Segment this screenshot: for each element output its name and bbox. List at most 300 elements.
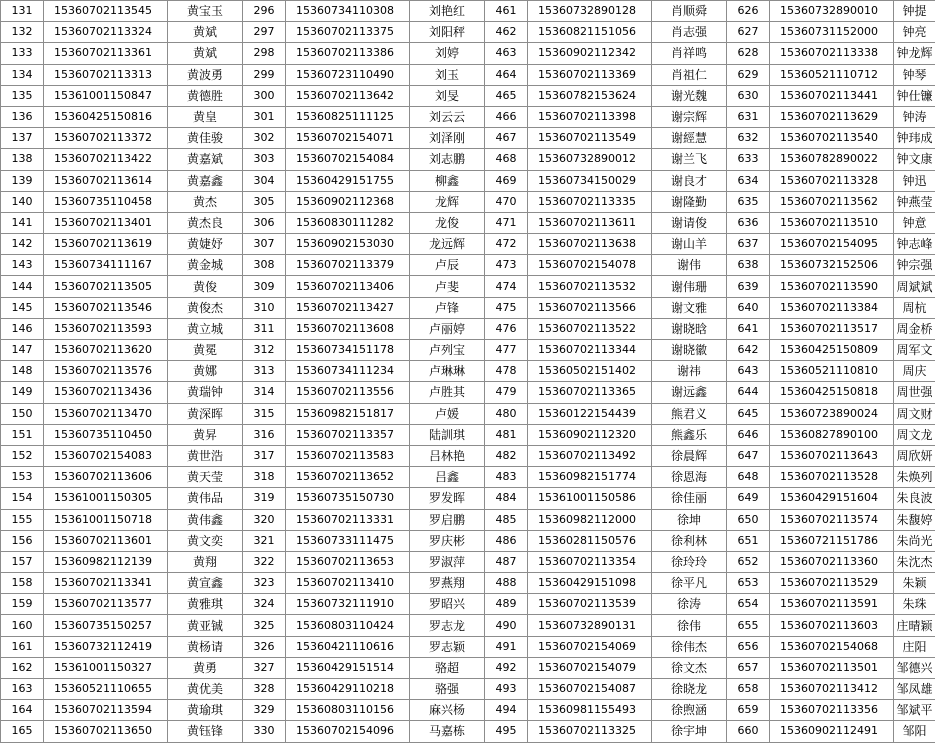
index-cell: 485: [485, 509, 528, 530]
phone-cell: 15360734150029: [528, 170, 652, 191]
phone-cell: 15360702113398: [528, 106, 652, 127]
phone-cell: 15360702113335: [528, 191, 652, 212]
phone-cell: 15360702113470: [44, 403, 168, 424]
name-cell: 谢晓晗: [652, 318, 727, 339]
name-cell: 黄立城: [168, 318, 243, 339]
name-cell: 徐涛: [652, 594, 727, 615]
phone-cell: 15360702113356: [770, 700, 894, 721]
phone-cell: 15360702113591: [770, 594, 894, 615]
index-cell: 316: [243, 424, 286, 445]
name-cell: 徐恩海: [652, 467, 727, 488]
table-row: [1, 340, 935, 361]
name-cell: 邹阳: [894, 721, 935, 742]
name-cell: 谢伟: [652, 255, 727, 276]
index-cell: 326: [243, 636, 286, 657]
phone-cell: 15360702113556: [286, 382, 410, 403]
phone-cell: 15360702113325: [528, 721, 652, 742]
phone-cell: 15360803110156: [286, 700, 410, 721]
index-cell: 490: [485, 615, 528, 636]
index-cell: 146: [1, 318, 44, 339]
index-cell: 488: [485, 573, 528, 594]
phone-cell: 15360702154079: [528, 657, 652, 678]
name-cell: 黄昇: [168, 424, 243, 445]
index-cell: 305: [243, 191, 286, 212]
name-cell: 柳鑫: [410, 170, 485, 191]
name-cell: 黄钰锋: [168, 721, 243, 742]
index-cell: 139: [1, 170, 44, 191]
name-cell: 谢山羊: [652, 234, 727, 255]
name-cell: 黄婕妤: [168, 234, 243, 255]
phone-cell: 15360702113501: [770, 657, 894, 678]
name-cell: 刘阳秤: [410, 22, 485, 43]
index-cell: 304: [243, 170, 286, 191]
name-cell: 徐伟: [652, 615, 727, 636]
index-cell: 300: [243, 85, 286, 106]
index-cell: 153: [1, 467, 44, 488]
table-row: [1, 403, 935, 424]
index-cell: 483: [485, 467, 528, 488]
phone-cell: 15360702113357: [286, 424, 410, 445]
index-cell: 138: [1, 149, 44, 170]
phone-cell: 15360723110490: [286, 64, 410, 85]
name-cell: 刘志鹏: [410, 149, 485, 170]
phone-cell: 15360702113410: [286, 573, 410, 594]
name-cell: 黄瑞钟: [168, 382, 243, 403]
phone-cell: 15360902112491: [770, 721, 894, 742]
name-cell: 朱颖: [894, 573, 935, 594]
phone-cell: 15360732890012: [528, 149, 652, 170]
table-row: [1, 276, 935, 297]
index-cell: 142: [1, 234, 44, 255]
name-cell: 钟文康: [894, 149, 935, 170]
index-cell: 159: [1, 594, 44, 615]
phone-cell: 15360702113436: [44, 382, 168, 403]
phone-cell: 15360702113441: [770, 85, 894, 106]
name-cell: 谢經慧: [652, 128, 727, 149]
name-cell: 谢伟珊: [652, 276, 727, 297]
table-row: [1, 85, 935, 106]
index-cell: 630: [727, 85, 770, 106]
name-cell: 朱沈杰: [894, 551, 935, 572]
name-cell: 周世强: [894, 382, 935, 403]
name-cell: 徐晨辉: [652, 445, 727, 466]
phone-cell: 15360702113653: [286, 551, 410, 572]
index-cell: 136: [1, 106, 44, 127]
index-cell: 162: [1, 657, 44, 678]
index-cell: 487: [485, 551, 528, 572]
name-cell: 周文龙: [894, 424, 935, 445]
index-cell: 645: [727, 403, 770, 424]
name-cell: 黄勇: [168, 657, 243, 678]
index-cell: 143: [1, 255, 44, 276]
name-cell: 黄瑜琪: [168, 700, 243, 721]
index-cell: 632: [727, 128, 770, 149]
phone-cell: 15360732890128: [528, 1, 652, 22]
phone-cell: 15360702113412: [770, 679, 894, 700]
index-cell: 158: [1, 573, 44, 594]
name-cell: 周杭: [894, 297, 935, 318]
index-cell: 154: [1, 488, 44, 509]
name-cell: 钟涛: [894, 106, 935, 127]
index-cell: 474: [485, 276, 528, 297]
name-cell: 肖祥鸣: [652, 43, 727, 64]
name-cell: 钟琴: [894, 64, 935, 85]
index-cell: 306: [243, 212, 286, 233]
name-cell: 钟仕镰: [894, 85, 935, 106]
table-row: [1, 382, 935, 403]
phone-cell: 15361001150305: [44, 488, 168, 509]
table-row: [1, 361, 935, 382]
name-cell: 黄亚铖: [168, 615, 243, 636]
name-cell: 黄斌: [168, 43, 243, 64]
phone-cell: 15361001150718: [44, 509, 168, 530]
name-cell: 卢辰: [410, 255, 485, 276]
phone-cell: 15360702113361: [44, 43, 168, 64]
phone-cell: 15360733111475: [286, 530, 410, 551]
index-cell: 135: [1, 85, 44, 106]
phone-cell: 15360702113427: [286, 297, 410, 318]
index-cell: 464: [485, 64, 528, 85]
name-cell: 钟提: [894, 1, 935, 22]
name-cell: 黄宣鑫: [168, 573, 243, 594]
name-cell: 肖顺舜: [652, 1, 727, 22]
phone-cell: 15360982151774: [528, 467, 652, 488]
index-cell: 472: [485, 234, 528, 255]
table-row: [1, 22, 935, 43]
name-cell: 黄冕: [168, 340, 243, 361]
index-cell: 133: [1, 43, 44, 64]
phone-cell: 15360702113401: [44, 212, 168, 233]
table-row: [1, 43, 935, 64]
phone-cell: 15360702113406: [286, 276, 410, 297]
phone-cell: 15360122154439: [528, 403, 652, 424]
phone-cell: 15360702113341: [44, 573, 168, 594]
phone-cell: 15360782153624: [528, 85, 652, 106]
index-cell: 640: [727, 297, 770, 318]
phone-cell: 15360702113606: [44, 467, 168, 488]
index-cell: 149: [1, 382, 44, 403]
table-row: [1, 615, 935, 636]
name-cell: 骆强: [410, 679, 485, 700]
phone-cell: 15360702113638: [528, 234, 652, 255]
phone-cell: 15360702113313: [44, 64, 168, 85]
phone-cell: 15360702113532: [528, 276, 652, 297]
phone-cell: 15360702113328: [770, 170, 894, 191]
index-cell: 468: [485, 149, 528, 170]
index-cell: 152: [1, 445, 44, 466]
index-cell: 161: [1, 636, 44, 657]
name-cell: 谢隆勤: [652, 191, 727, 212]
table-row: [1, 64, 935, 85]
index-cell: 145: [1, 297, 44, 318]
index-cell: 299: [243, 64, 286, 85]
index-cell: 160: [1, 615, 44, 636]
name-cell: 黄伟鑫: [168, 509, 243, 530]
phone-cell: 15361001150847: [44, 85, 168, 106]
phone-cell: 15360702113422: [44, 149, 168, 170]
name-cell: 徐坤: [652, 509, 727, 530]
table-row: [1, 106, 935, 127]
index-cell: 323: [243, 573, 286, 594]
phone-cell: 15360429110218: [286, 679, 410, 700]
table-row: [1, 170, 935, 191]
phone-cell: 15360734111167: [44, 255, 168, 276]
name-cell: 钟燕莹: [894, 191, 935, 212]
index-cell: 297: [243, 22, 286, 43]
name-cell: 庄阳: [894, 636, 935, 657]
phone-cell: 15360521110810: [770, 361, 894, 382]
table-row: [1, 551, 935, 572]
name-cell: 黄深晖: [168, 403, 243, 424]
phone-cell: 15360702154068: [770, 636, 894, 657]
index-cell: 328: [243, 679, 286, 700]
index-cell: 478: [485, 361, 528, 382]
name-cell: 黄俊杰: [168, 297, 243, 318]
phone-cell: 15360425150816: [44, 106, 168, 127]
name-cell: 黄伟品: [168, 488, 243, 509]
name-cell: 徐文杰: [652, 657, 727, 678]
phone-cell: 15360429151755: [286, 170, 410, 191]
name-cell: 邹斌平: [894, 700, 935, 721]
index-cell: 155: [1, 509, 44, 530]
name-cell: 朱焕列: [894, 467, 935, 488]
index-cell: 302: [243, 128, 286, 149]
roster-body: [1, 1, 935, 743]
index-cell: 137: [1, 128, 44, 149]
index-cell: 461: [485, 1, 528, 22]
phone-cell: 15360702113386: [286, 43, 410, 64]
name-cell: 黄雅琪: [168, 594, 243, 615]
name-cell: 周军文: [894, 340, 935, 361]
phone-cell: 15360982151817: [286, 403, 410, 424]
phone-cell: 15360702113545: [44, 1, 168, 22]
table-row: [1, 1, 935, 22]
phone-cell: 15360702113375: [286, 22, 410, 43]
index-cell: 296: [243, 1, 286, 22]
name-cell: 黄娜: [168, 361, 243, 382]
phone-cell: 15360702113369: [528, 64, 652, 85]
phone-cell: 15360732112419: [44, 636, 168, 657]
phone-cell: 15360702113590: [770, 276, 894, 297]
index-cell: 658: [727, 679, 770, 700]
phone-cell: 15360902153030: [286, 234, 410, 255]
phone-cell: 15360732890131: [528, 615, 652, 636]
name-cell: 黄杨请: [168, 636, 243, 657]
name-cell: 谢文雅: [652, 297, 727, 318]
index-cell: 318: [243, 467, 286, 488]
name-cell: 朱良波: [894, 488, 935, 509]
phone-cell: 15360702113324: [44, 22, 168, 43]
name-cell: 刘艳红: [410, 1, 485, 22]
name-cell: 黄世浩: [168, 445, 243, 466]
phone-cell: 15360421110616: [286, 636, 410, 657]
index-cell: 462: [485, 22, 528, 43]
table-row: [1, 445, 935, 466]
index-cell: 327: [243, 657, 286, 678]
index-cell: 638: [727, 255, 770, 276]
phone-cell: 15360702113650: [44, 721, 168, 742]
phone-cell: 15360702113546: [44, 297, 168, 318]
phone-cell: 15360429151514: [286, 657, 410, 678]
index-cell: 652: [727, 551, 770, 572]
phone-cell: 15360702154087: [528, 679, 652, 700]
table-row: [1, 255, 935, 276]
index-cell: 657: [727, 657, 770, 678]
phone-cell: 15360734151178: [286, 340, 410, 361]
index-cell: 310: [243, 297, 286, 318]
table-row: [1, 467, 935, 488]
index-cell: 476: [485, 318, 528, 339]
name-cell: 吕林艳: [410, 445, 485, 466]
phone-cell: 15360803110424: [286, 615, 410, 636]
phone-cell: 15360702113331: [286, 509, 410, 530]
name-cell: 徐宇坤: [652, 721, 727, 742]
index-cell: 469: [485, 170, 528, 191]
phone-cell: 15360702113528: [770, 467, 894, 488]
phone-cell: 15360702113372: [44, 128, 168, 149]
index-cell: 489: [485, 594, 528, 615]
index-cell: 643: [727, 361, 770, 382]
index-cell: 479: [485, 382, 528, 403]
name-cell: 钟迅: [894, 170, 935, 191]
phone-cell: 15360702154095: [770, 234, 894, 255]
phone-cell: 15360702113517: [770, 318, 894, 339]
phone-cell: 15360702154071: [286, 128, 410, 149]
name-cell: 黄天莹: [168, 467, 243, 488]
name-cell: 黄皇: [168, 106, 243, 127]
name-cell: 朱馥婷: [894, 509, 935, 530]
index-cell: 634: [727, 170, 770, 191]
phone-cell: 15360902112368: [286, 191, 410, 212]
name-cell: 熊君义: [652, 403, 727, 424]
name-cell: 卢锋: [410, 297, 485, 318]
table-row: [1, 128, 935, 149]
name-cell: 黄佳骏: [168, 128, 243, 149]
name-cell: 吕鑫: [410, 467, 485, 488]
phone-cell: 15360425150818: [770, 382, 894, 403]
phone-cell: 15360702113338: [770, 43, 894, 64]
index-cell: 325: [243, 615, 286, 636]
name-cell: 周欣妍: [894, 445, 935, 466]
name-cell: 谢兰飞: [652, 149, 727, 170]
name-cell: 卢列宝: [410, 340, 485, 361]
phone-cell: 15360521110712: [770, 64, 894, 85]
name-cell: 钟志峰: [894, 234, 935, 255]
phone-cell: 15360281150576: [528, 530, 652, 551]
index-cell: 473: [485, 255, 528, 276]
name-cell: 周文财: [894, 403, 935, 424]
index-cell: 651: [727, 530, 770, 551]
index-cell: 627: [727, 22, 770, 43]
name-cell: 钟龙辉: [894, 43, 935, 64]
table-row: [1, 191, 935, 212]
phone-cell: 15360982112139: [44, 551, 168, 572]
index-cell: 131: [1, 1, 44, 22]
name-cell: 钟意: [894, 212, 935, 233]
name-cell: 罗启鹏: [410, 509, 485, 530]
name-cell: 麻兴杨: [410, 700, 485, 721]
name-cell: 罗志龙: [410, 615, 485, 636]
phone-cell: 15360735110450: [44, 424, 168, 445]
index-cell: 321: [243, 530, 286, 551]
phone-cell: 15360702113608: [286, 318, 410, 339]
index-cell: 654: [727, 594, 770, 615]
name-cell: 罗淑萍: [410, 551, 485, 572]
index-cell: 475: [485, 297, 528, 318]
index-cell: 148: [1, 361, 44, 382]
phone-cell: 15360702113505: [44, 276, 168, 297]
phone-cell: 15360702113583: [286, 445, 410, 466]
phone-cell: 15360702113643: [770, 445, 894, 466]
name-cell: 谢良才: [652, 170, 727, 191]
name-cell: 陆訓琪: [410, 424, 485, 445]
index-cell: 466: [485, 106, 528, 127]
index-cell: 649: [727, 488, 770, 509]
name-cell: 谢光魏: [652, 85, 727, 106]
index-cell: 134: [1, 64, 44, 85]
name-cell: 徐煦涵: [652, 700, 727, 721]
table-row: [1, 424, 935, 445]
index-cell: 635: [727, 191, 770, 212]
phone-cell: 15360735150730: [286, 488, 410, 509]
phone-cell: 15360702113603: [770, 615, 894, 636]
index-cell: 477: [485, 340, 528, 361]
index-cell: 481: [485, 424, 528, 445]
phone-cell: 15360702113652: [286, 467, 410, 488]
name-cell: 黄嘉鑫: [168, 170, 243, 191]
phone-cell: 15360821151056: [528, 22, 652, 43]
index-cell: 144: [1, 276, 44, 297]
name-cell: 罗发晖: [410, 488, 485, 509]
index-cell: 641: [727, 318, 770, 339]
phone-cell: 15361001150586: [528, 488, 652, 509]
name-cell: 黄俊: [168, 276, 243, 297]
index-cell: 648: [727, 467, 770, 488]
name-cell: 谢晓徽: [652, 340, 727, 361]
index-cell: 650: [727, 509, 770, 530]
name-cell: 刘婷: [410, 43, 485, 64]
phone-cell: 15360982112000: [528, 509, 652, 530]
index-cell: 653: [727, 573, 770, 594]
table-row: [1, 149, 935, 170]
index-cell: 317: [243, 445, 286, 466]
phone-cell: 15361001150327: [44, 657, 168, 678]
name-cell: 卢媛: [410, 403, 485, 424]
index-cell: 491: [485, 636, 528, 657]
name-cell: 黄翔: [168, 551, 243, 572]
table-row: [1, 530, 935, 551]
name-cell: 邹凤雄: [894, 679, 935, 700]
index-cell: 313: [243, 361, 286, 382]
name-cell: 周斌斌: [894, 276, 935, 297]
name-cell: 龙远辉: [410, 234, 485, 255]
name-cell: 黄斌: [168, 22, 243, 43]
phone-cell: 15360702154083: [44, 445, 168, 466]
phone-cell: 15360702113492: [528, 445, 652, 466]
index-cell: 493: [485, 679, 528, 700]
table-row: [1, 212, 935, 233]
phone-cell: 15360732890010: [770, 1, 894, 22]
name-cell: 罗志颖: [410, 636, 485, 657]
phone-cell: 15360702113574: [770, 509, 894, 530]
index-cell: 163: [1, 679, 44, 700]
name-cell: 肖志强: [652, 22, 727, 43]
index-cell: 660: [727, 721, 770, 742]
name-cell: 黄嘉斌: [168, 149, 243, 170]
table-row: [1, 234, 935, 255]
index-cell: 656: [727, 636, 770, 657]
name-cell: 徐佳丽: [652, 488, 727, 509]
